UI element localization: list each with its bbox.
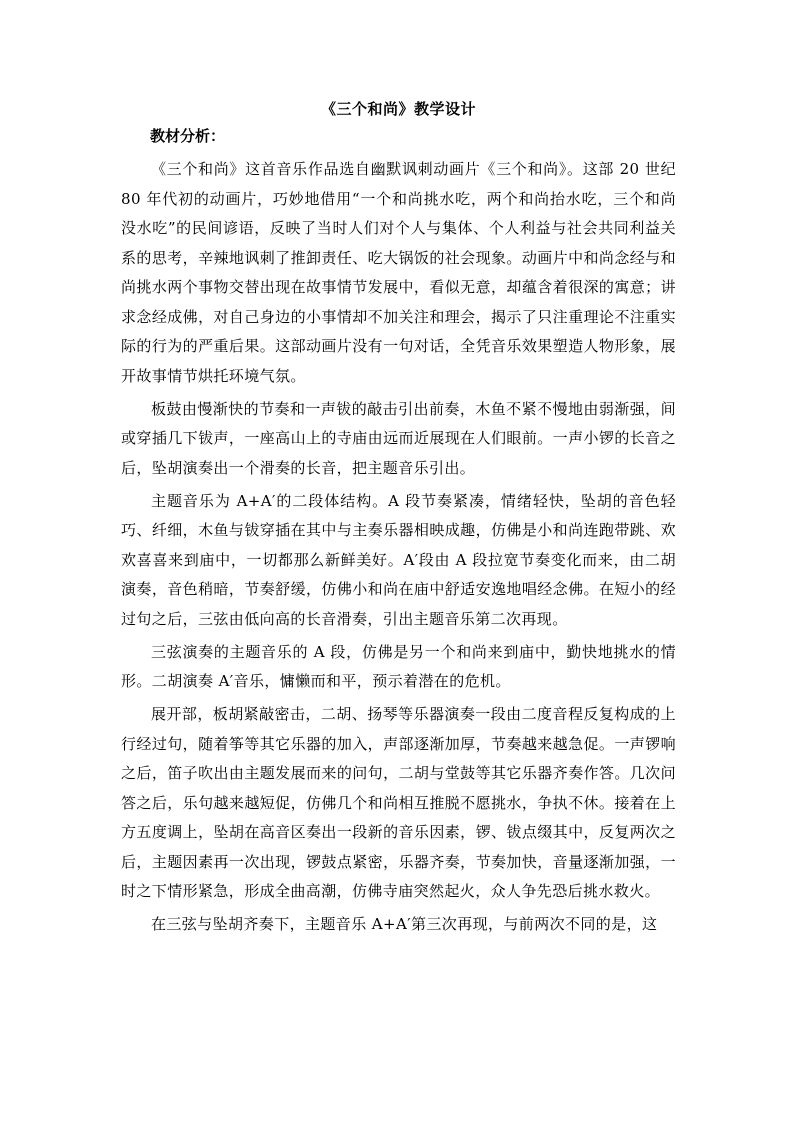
paragraph-prelude: 板鼓由慢渐快的节奏和一声钹的敲击引出前奏，木鱼不紧不慢地由弱渐强，间或穿插几下钹声，一座高山上的寺庙由远而近展现在人们眼前。一声小锣的长音之后，坠胡演奏出一个滑奏的长音，把主题音乐引出。 (121, 399, 676, 477)
paragraph-theme: 主题音乐为 A+A′的二段体结构。A 段节奏紧凑，情绪轻快，坠胡的音色轻巧、纤细，木鱼与钹穿插在其中与主奏乐器相映成趣，仿佛是小和尚连跑带跳、欢欢喜喜来到庙中，一切都那么新鲜美好。A′段由 A 段拉宽节奏变化而来，由二胡演奏，音色稍暗，节奏舒缓，仿佛小和尚在庙中舒适安逸地唱经念佛。在短小的经过句之后，三弦由低向高的长音滑奏，引出主题音乐第二次再现。 (121, 491, 676, 628)
paragraph-recapitulation: 在三弦与坠胡齐奏下，主题音乐 A+A′第三次再现，与前两次不同的是，这 (151, 915, 658, 933)
document-title: 《三个和尚》教学设计 (320, 100, 476, 118)
section-heading: 教材分析： (150, 127, 226, 145)
paragraph-intro: 《三个和尚》这首音乐作品选自幽默讽刺动画片《三个和尚》。这部 20 世纪 80 年代初的动画片，巧妙地借用“一个和尚挑水吃，两个和尚抬水吃，三个和尚没水吃”的民间谚语，反映了当时人们对个人与集体、个人利益与社会共同利益关系的思考，辛辣地讽刺了推卸责任、吃大锅饭的社会现象。动画片中和尚念经与和尚挑水两个事物交替出现在故事情节发展中，看似无意，却蕴含着很深的寓意；讲求念经成佛，对自己身边的小事情却不加关注和理会，揭示了只注重理论不注重实际的行为的严重后果。这部动画片没有一句对话，全凭音乐效果塑造人物形象，展开故事情节烘托环境气氛。 (121, 160, 676, 385)
paragraph-development: 展开部，板胡紧敲密击，二胡、扬琴等乐器演奏一段由二度音程反复构成的上行经过句，随着筝等其它乐器的加入，声部逐渐加厚，节奏越来越急促。一声锣响之后，笛子吹出由主题发展而来的问句，二胡与堂鼓等其它乐器齐奏作答。几次问答之后，乐句越来越短促，仿佛几个和尚相互推脱不愿挑水，争执不休。接着在上方五度调上，坠胡在高音区奏出一段新的音乐因素，锣、钹点缀其中，反复两次之后，主题因素再一次出现，锣鼓点紧密，乐器齐奏，节奏加快，音量逐渐加强，一时之下情形紧急，形成全曲高潮，仿佛寺庙突然起火，众人争先恐后挑水救火。 (121, 705, 676, 900)
paragraph-sanxian: 三弦演奏的主题音乐的 A 段，仿佛是另一个和尚来到庙中，勤快地挑水的情形。二胡演奏 A′音乐，慵懒而和平，预示着潜在的危机。 (121, 642, 676, 690)
